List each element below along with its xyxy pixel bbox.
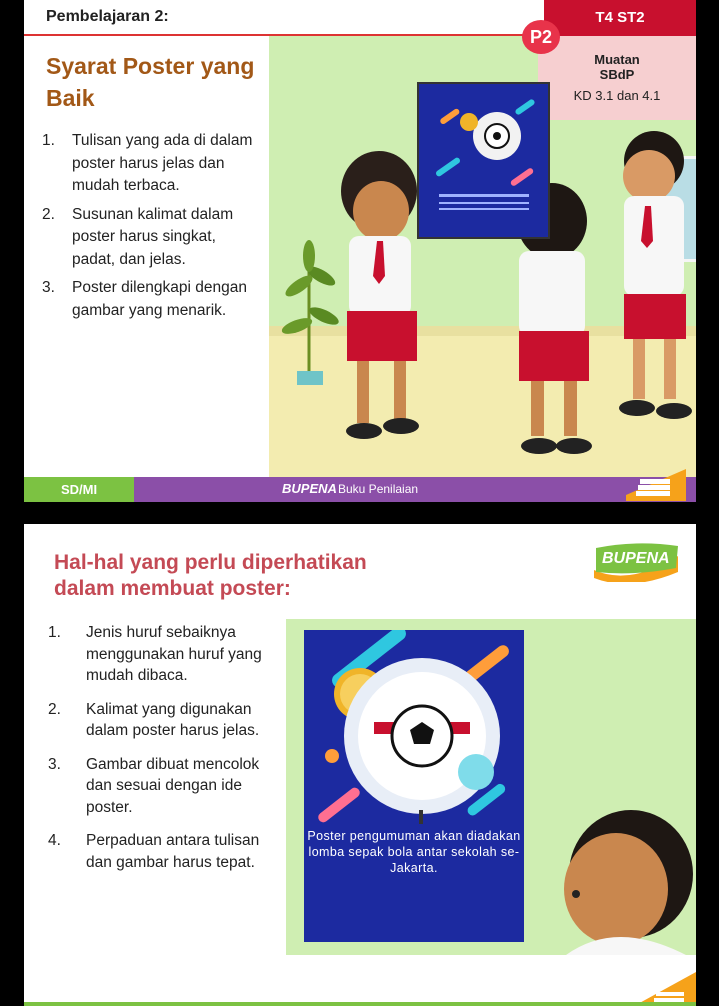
muatan-subject: SBdP — [599, 67, 635, 82]
poster-artwork — [304, 630, 524, 942]
footer — [24, 477, 696, 502]
bupena-logo: BUPENA — [282, 481, 337, 496]
footer-level: SD/MI — [24, 477, 134, 502]
footer-book: Buku Penilaian — [338, 482, 419, 496]
poster-caption: Poster pengumuman akan diadakan lomba sepak bola antar sekolah se-Jakarta. — [307, 829, 521, 875]
muatan-label: Muatan — [594, 52, 640, 67]
list-item: 4. Perpaduan antara tulisan dan gambar harus tepat. — [48, 832, 260, 871]
header-bar — [24, 0, 696, 36]
poster-thumbnail — [417, 82, 550, 239]
muatan-box — [538, 36, 696, 120]
slide1-title: Syarat Poster yang Baik — [46, 53, 255, 111]
poster-artwork — [419, 84, 548, 237]
requirements-list — [42, 130, 262, 328]
football-poster — [304, 630, 524, 942]
slide-2 — [24, 524, 696, 1006]
list-item: 2. Susunan kalimat dalam poster harus singkat, padat, dan jelas. — [42, 205, 234, 268]
list-item: 2. Kalimat yang digunakan dalam poster harus jelas. — [48, 700, 260, 739]
lesson-code: T4 ST2 — [544, 0, 696, 36]
p2-badge: P2 — [522, 20, 560, 54]
bottom-strip — [24, 1002, 696, 1006]
list-item: 3. Gambar dibuat mencolok dan sesuai dengan ide poster. — [48, 755, 260, 816]
list-item: 3. Poster dilengkapi dengan gambar yang menarik. — [42, 279, 247, 319]
list-item: 1. Tulisan yang ada di dalam poster harus jelas dan mudah terbaca. — [42, 132, 253, 194]
books-icon — [626, 465, 686, 501]
muatan-kd: KD 3.1 dan 4.1 — [573, 88, 661, 103]
tips-list — [48, 622, 288, 885]
lesson-title: Pembelajaran 2: — [46, 8, 169, 25]
list-item: 1. Jenis huruf sebaiknya menggunakan huruf yang mudah dibaca. — [48, 624, 262, 684]
slide-1 — [24, 0, 696, 502]
bupena-logo: BUPENA — [590, 542, 682, 582]
slide2-title: Hal-hal yang perlu diperhatikan dalam membuat poster: — [54, 551, 367, 600]
books-icon — [634, 964, 696, 1006]
